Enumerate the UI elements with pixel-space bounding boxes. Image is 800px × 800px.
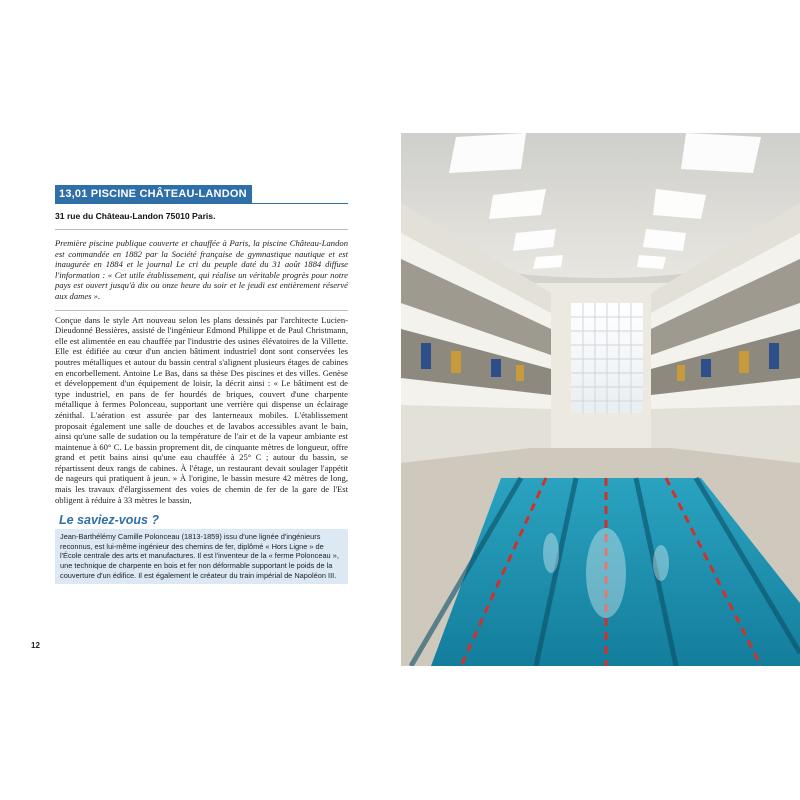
intro-paragraph: Première piscine publique couverte et chauffée à Paris, la piscine Château-Landon est commandée en 1882 par la Société française de gymnastique nautique et est inaugurée en 1884 et le journal Le cri du peuple daté du 31 août 1884 diffuse l'information : « Cet utile établissement, qui réalise un véritable progrès pour notre pays est ouvert jusqu'à dix ou onze heure du soir et le jeudi est entièrement réservé aux dames ».: [55, 238, 348, 301]
address-line: 31 rue du Château-Landon 75010 Paris.: [55, 211, 216, 221]
did-you-know-heading: Le saviez-vous ?: [59, 513, 160, 528]
page-number: 12: [31, 641, 40, 650]
body-paragraph: Conçue dans le style Art nouveau selon les plans dessinés par l'architecte Lucien-Dieudonné Bessières, assisté de l'ingénieur Edmond Philippe et de Paul Christmann, elle est alimentée en eau chauffée par l'industrie des usines élévatoires de la Villette. Elle est édifiée au cœur d'un ancien bâtiment industriel dont sont conservées les poutres métalliques et autour du bassin central s'alignent plusieurs étages de cabines en encorbellement. Antoine Le Bas, dans sa thèse Des piscines et des villes. Genèse et développement d'un équipement de loisir, la décrit ainsi : « Le bâtiment est de type industriel, en pans de fer hourdés de briques, couvert d'une charpente métallique à fermes Polonceau, supportant une verrière qui dispense un éclairage zénithal. L'aération est assurée par des lanterneaux mobiles. L'établissement proposait également une salle de douches et de lavabos accessibles avant le bain, ainsi qu'une salle de sudation ou la température de l'air et de la vapeur ambiante est maintenue à 60° C. Le bassin proprement dit, de cinquante mètres de longueur, offre grand et petit bains ainsi qu'une eau chauffée à 25° C ; autour du bassin, se répartissent deux rangs de cabines. À l'étage, un restaurant devait soulager l'appétit de nageurs qui pratiquent à jeun. » À l'origine, le bassin mesure 42 mètres de long, mais les travaux d'élargissement des voies de chemin de fer de la gare de l'Est obligent à réduire à 33 mètres le bassin,: [55, 314, 348, 505]
address-divider: [55, 229, 348, 230]
intro-divider: [55, 310, 348, 311]
section-title: 13,01 PISCINE CHÂTEAU-LANDON: [55, 185, 252, 203]
title-divider: [55, 203, 348, 204]
did-you-know-box: Jean-Barthélémy Camille Polonceau (1813-1859) issu d'une lignée d'ingénieurs reconnus, est lui-même ingénieur des chemins de fer, diplômé « Hors Ligne » de l'École centrale des arts et manufactures. Il est l'inventeur de la « ferme Polonceau », une technique de charpente en bois et fer non déformable supportant le poids de la couverture d'un édifice. Il est également le créateur du train impérial de Napoléon III.: [55, 529, 348, 584]
article-column: [55, 184, 348, 584]
pool-photo-illustration: [401, 133, 800, 666]
pool-photo: [401, 133, 800, 666]
